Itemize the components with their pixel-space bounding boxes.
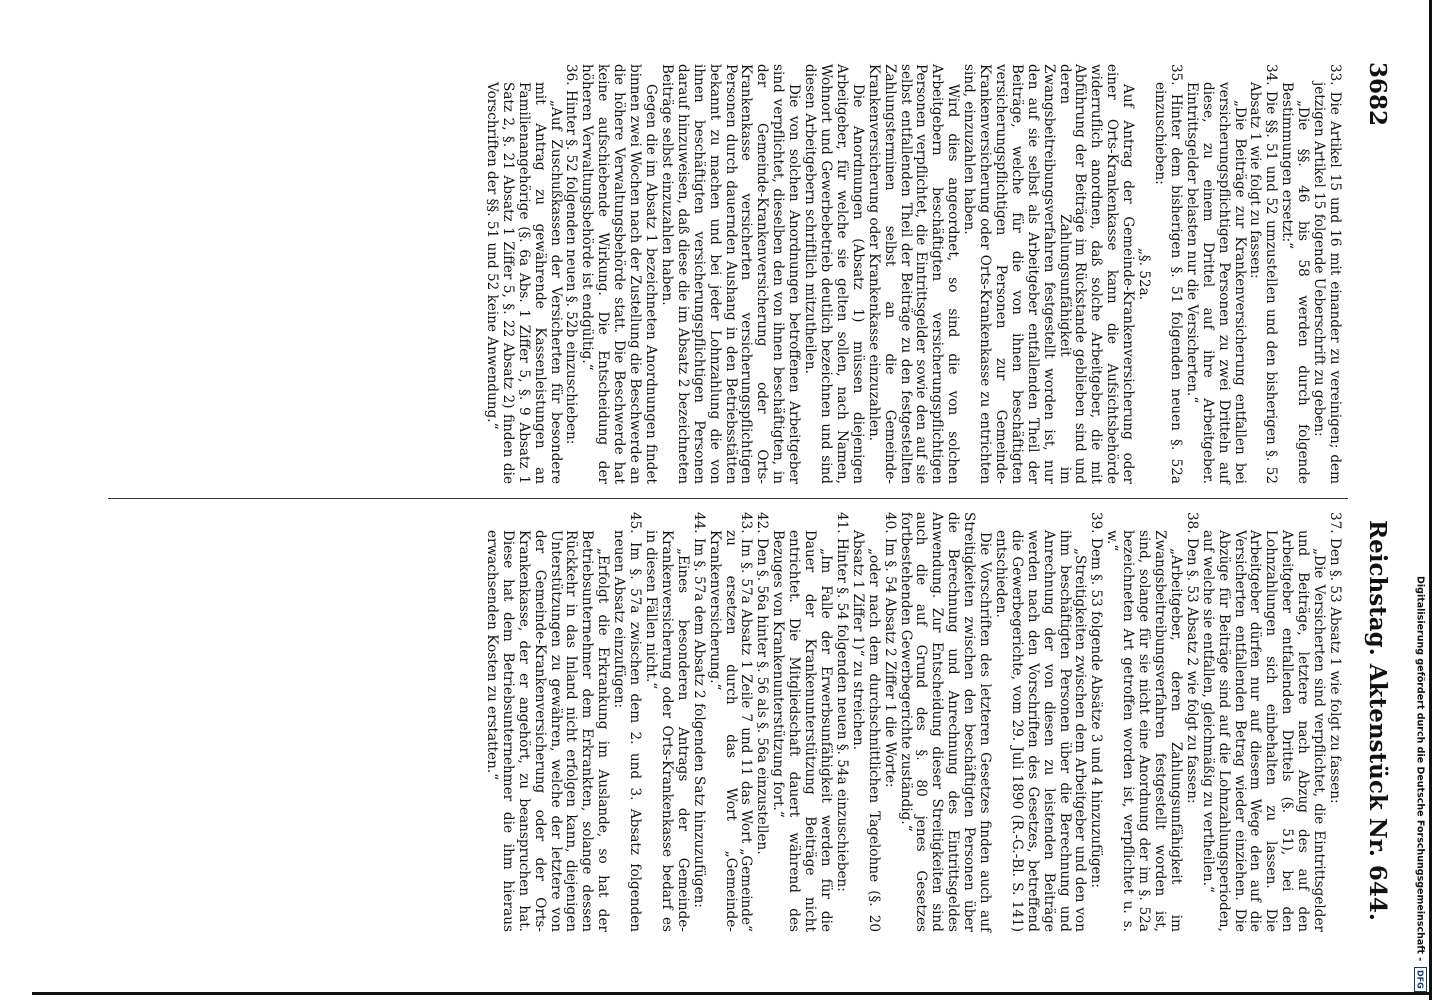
right-quote-14: „Eines besonderen Antrags der Gemeinde-Krankenversicherung oder Orts-Krankenkasse bedarf es in diesen Fällen nicht.“: [643, 530, 691, 932]
left-para-10: Gegen die im Absatz 1 bezeichneten Anordnungen findet binnen zwei Wochen nach der Zustellung die Beschwerde an die höhere Verwaltungsbehörde statt. Die Beschwerde hat keine aufschiebende Wirkung. Die Entscheidung der höheren Verwaltungsbehörde ist endgültig.“: [579, 64, 660, 484]
left-item-0: 33. Die Artikel 15 und 16 mit einander zu vereinigen; dem jetzigen Artikel 15 folgende Ueberschrift zu geben:: [1311, 64, 1343, 484]
credit-text: Digitalisierung gefördert durch die Deutsche Forschungsgemeinschaft -: [1414, 576, 1426, 962]
left-quote-1: „Die §§. 46 bis 58 werden durch folgende Bestimmungen ersetzt:“: [1279, 82, 1312, 484]
right-item-4: 39. Dem §. 53 folgende Absätze 3 und 4 hinzuzufügen:: [1088, 512, 1105, 888]
right-quote-8: „oder nach dem durchschnittlichen Tagelohne (§. 20 Absatz 1 Ziffer 1)“ zu streichen.: [849, 530, 882, 932]
left-heading-5: „§. 52a.: [1136, 247, 1153, 301]
left-quote-3: „Die Beiträge zur Krankenversicherung entfallen bei versicherungspflichtigen Personen zu zwei Dritteln auf diese, zu einem Drittel auf ihre Arbeitgeber. Eintrittsgelder belasten nur die Versicherten.“: [1183, 82, 1248, 484]
right-column: [483, 512, 1342, 932]
right-item-11: 42. Den §. 56a hinter §. 56 als §. 56a einzustellen.: [754, 512, 771, 855]
left-item-2: 34. Die §§. 51 und 52 umzustellen und den bisherigen §. 52 Absatz 1 wie folgt zu fassen:: [1247, 64, 1280, 484]
dfg-logo-icon: DFG: [1414, 967, 1427, 992]
left-para-7: Wird dies angeordnet, so sind die von solchen Arbeitgebern beschäftigten versicherungspflichtigen Personen verpflichtet, die Eintrittsgelder sowie den auf sie selbst entfallenden Theil der Beiträge zu den festgestellten Zahlungsterminen selbst an die Gemeinde-Krankenversicherung oder Krankenkasse einzuzahlen.: [865, 64, 962, 484]
right-item-7: 40. Im §. 54 Absatz 2 Ziffer 1 die Worte:: [881, 512, 898, 788]
digitization-credit: [1408, 0, 1432, 1000]
right-para-6: Die Vorschriften des letzteren Gesetzes finden auch auf Streitigkeiten zwischen den beschäftigten Personen über die Berechnung und Anrechnung des Eintrittsgeldes Anwendung. Zur Entscheidung dieser Streitigkeiten sind auch die auf Grund des §. 80 jenes Gesetzes fortbestehenden Gewerbegerichte zuständig.“: [897, 512, 994, 932]
left-para-9: Die von solchen Anordnungen betroffenen Arbeitgeber sind verpflichtet, dieselben den von ihnen beschäftigten, in der Gemeinde-Krankenversicherung oder Orts-Krankenkasse versicherten versicherungspflichtigen Personen durch dauernden Aushang in den Betriebsstätten bekannt zu machen und bei jeder Lohnzahlung die von ihnen beschäftigten versicherungspflichtigen Personen darauf hinzuweisen, daß diese die im Absatz 2 bezeichneten Beiträge selbst einzuzahlen haben.: [658, 64, 803, 484]
left-item-11: 36. Hinter §. 52 folgenden neuen §. 52b einzuschieben:: [563, 64, 580, 445]
right-item-13: 44. Im §. 57a dem Absatz 2 folgenden Satz hinzuzufügen:: [690, 512, 707, 908]
page-right-edge: [32, 992, 1432, 995]
right-quote-5: „Streitigkeiten zwischen dem Arbeitgeber und den von ihm beschäftigten Personen über die Berechnung und Anrechnung der von diesen zu leistenden Beiträge werden nach den Vorschriften des Gesetzes, betreffend die Gewerbegerichte, vom 29. Juli 1890 (R.-G.-Bl. S. 141) entschieden.: [992, 530, 1089, 932]
left-column: [483, 64, 1342, 484]
column-divider: [108, 498, 1348, 499]
right-item-2: 38. Den §. 53 Absatz 2 wie folgt zu fassen:: [1183, 512, 1200, 804]
left-quote-12: „Auf Zuschußkassen der Versicherten für besondere mit Antrag zu gewährende Kassenleistungen an Familienangehörige (§. 6a Abs. 1 Ziffer 5, §. 9 Absatz 1 Satz 2, §. 21 Absatz 1 Ziffer 5, §. 22 Absatz 2) finden die Vorschriften der §§. 51 und 52 keine Anwendung.“: [483, 82, 564, 484]
left-para-8: Die Anordnungen (Absatz 1) müssen diejenigen Arbeitgeber, für welche sie gelten sollen, nach Namen, Wohnort und Gewerbebetrieb deutlich bezeichnen und sind diesen Arbeitgebern schriftlich mitzutheilen.: [802, 64, 866, 484]
right-quote-3: „Arbeitgeber, deren Zahlungsunfähigkeit im Zwangsbeitreibungsverfahren festgestellt worden ist, sind, solange für sie nicht eine Anordnung der im §. 52a bezeichneten Art getroffen worden ist, verpflichtet u. s. w.“: [1104, 530, 1184, 932]
right-quote-16: „Erfolgt die Erkrankung im Auslande, so hat der Betriebsunternehmer dem Erkrankten, solange dessen Rückkehr in das Inland nicht erfolgen kann, diejenigen Unterstützungen zu gewähren, welche der letztere von der Gemeinde-Krankenversicherung oder der Orts-Krankenkasse, der er angehört, zu beanspruchen hat. Diese hat dem Betriebsunternehmer die ihm hieraus erwachsenden Kosten zu erstatten.“: [483, 530, 612, 932]
right-quote-1: „Die Versicherten sind verpflichtet, die Eintrittsgelder und Beiträge, letztere nach Abzug des auf den Arbeitgeber entfallenden Drittels (§. 51), bei den Lohnzahlungen sich einbehalten zu lassen. Die Arbeitgeber dürfen nur auf diesem Wege den auf die Versicherten entfallenden Betrag wieder einziehen. Die Abzüge für Beiträge sind auf die Lohnzahlungsperioden, auf welche sie entfallen, gleichmäßig zu vertheilen.“: [1199, 530, 1328, 932]
right-item-15: 45. Im §. 57a zwischen dem 2. und 3. Absatz folgenden neuen Absatz einzufügen:: [611, 512, 644, 932]
right-item-12: 43. Im §. 57a Absatz 1 Zeile 7 und 11 das Wort „Gemeinde“ zu ersetzen durch das Wort „Gemeinde-Krankenversicherung.“: [706, 512, 755, 932]
page-number: 3682: [1364, 62, 1391, 127]
right-item-9: 41. Hinter §. 54 folgenden neuen §. 54a einzuschieben:: [833, 512, 850, 892]
running-title: Reichstag. Aktenstück Nr. 644.: [1364, 520, 1391, 921]
left-item-4: 35. Hinter dem bisherigen §. 51 folgenden neuen §. 52a einzuschieben:: [1152, 64, 1184, 484]
right-item-0: 37. Den §. 53 Absatz 1 wie folgt zu fassen:: [1327, 512, 1343, 804]
right-quote-10: „Im Falle der Erwerbsunfähigkeit werden für die Dauer der Krankenunterstützung Beiträge nicht entrichtet. Die Mitgliedschaft dauert während des Bezuges von Krankenunterstützung fort.“: [770, 530, 834, 932]
left-para-6: Auf Antrag der Gemeinde-Krankenversicherung oder einer Orts-Krankenkasse kann die Aufsichtsbehörde widerruflich anordnen, daß solche Arbeitgeber, die mit Abführung der Beiträge im Rückstande geblieben sind und deren Zahlungsunfähigkeit im Zwangsbeitreibungsverfahren festgestellt worden ist, nur den auf sie selbst als Arbeitgeber entfallenden Theil der Beiträge, welche für die von ihnen beschäftigten versicherungspflichtigen Personen zur Gemeinde-Krankenversicherung oder Orts-Krankenkasse zu entrichten sind, einzuzahlen haben.: [961, 64, 1137, 484]
